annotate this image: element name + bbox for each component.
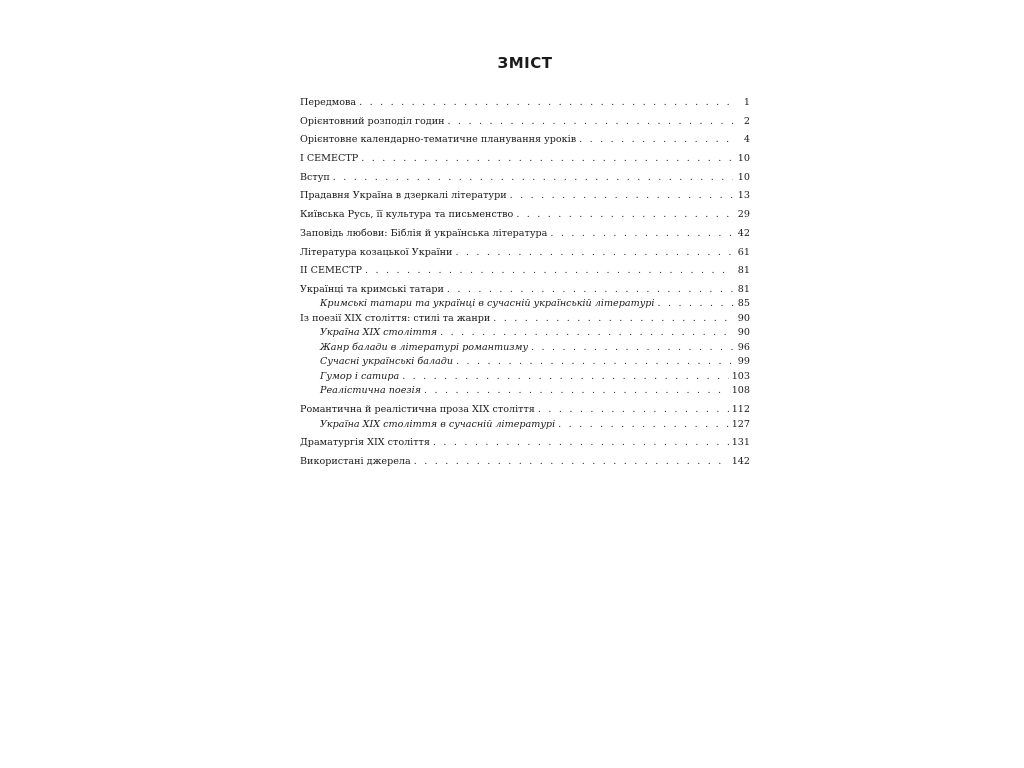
toc-entry-title: ІІ СЕМЕСТР — [300, 265, 362, 277]
dot-leader — [516, 208, 733, 223]
toc-entry-page-number: 103 — [731, 370, 750, 382]
dot-leader — [402, 370, 729, 385]
toc-entry-page-number: 10 — [737, 171, 750, 183]
toc-entry-title: Із поезії ХІХ століття: стилі та жанри — [300, 312, 491, 324]
toc-entry-page-number: 13 — [737, 190, 750, 202]
toc-entry-title: Заповідь любови: Біблія й українська література — [300, 227, 548, 239]
toc-entry-title: Драматургія ХІХ століття — [300, 437, 430, 449]
toc-entry-page-number: 81 — [737, 265, 750, 277]
toc-entry — [300, 264, 750, 279]
toc-entry — [300, 171, 750, 186]
table-of-contents — [300, 96, 750, 469]
dot-leader — [550, 227, 733, 242]
dot-leader — [433, 436, 729, 451]
toc-entry — [300, 384, 750, 399]
toc-entry-page-number: 108 — [731, 385, 750, 397]
dot-leader — [424, 384, 729, 399]
toc-entry-title: Романтична й реалістична проза ХІХ століття — [300, 404, 535, 416]
toc-entry-page-number: 29 — [737, 209, 750, 221]
dot-leader — [455, 246, 733, 261]
toc-entry — [300, 115, 750, 130]
dot-leader — [510, 189, 733, 204]
toc-entry-page-number: 85 — [737, 298, 750, 310]
toc-entry-title: Україна ХІХ століття — [320, 327, 438, 339]
toc-entry — [300, 326, 750, 341]
toc-entry — [300, 189, 750, 204]
toc-entry-page-number: 1 — [743, 97, 750, 108]
toc-entry — [300, 418, 750, 433]
dot-leader — [333, 171, 733, 186]
toc-entry-title: Реалістична поезія — [320, 385, 422, 397]
toc-entry-title: Передмова — [300, 97, 357, 108]
toc-entry — [300, 133, 750, 148]
toc-entry-title: Використані джерела — [300, 455, 411, 467]
toc-entry — [300, 208, 750, 223]
toc-entry — [300, 152, 750, 167]
dot-leader — [538, 403, 729, 418]
toc-entry-page-number: 142 — [731, 455, 750, 467]
toc-entry — [300, 370, 750, 385]
dot-leader — [365, 264, 733, 279]
toc-entry-page-number: 112 — [731, 404, 750, 416]
toc-entry-title: Кримські татари та українці в сучасній українській літературі — [320, 298, 655, 310]
toc-entry — [300, 341, 750, 356]
toc-entry — [300, 312, 750, 327]
toc-entry-title: Прадавня Україна в дзеркалі літератури — [300, 190, 507, 202]
toc-entry — [300, 297, 750, 312]
page-title: ЗМІСТ — [497, 54, 553, 72]
toc-entry-title: Сучасні українські балади — [320, 356, 454, 368]
dot-leader — [414, 455, 729, 470]
toc-entry-page-number: 131 — [731, 437, 750, 449]
toc-entry-page-number: 2 — [743, 115, 750, 127]
dot-leader — [440, 326, 733, 341]
toc-entry-title: Орієнтовний розподіл годин — [300, 115, 445, 127]
toc-entry — [300, 436, 750, 451]
toc-entry-page-number: 10 — [737, 153, 750, 165]
toc-entry-title: Україна ХІХ століття в сучасній літературі — [320, 418, 556, 430]
toc-entry-page-number: 99 — [737, 356, 750, 368]
toc-entry-title: Вступ — [300, 171, 330, 183]
toc-entry-title: Київська Русь, її культура та письменство — [300, 209, 514, 221]
toc-entry — [300, 246, 750, 261]
dot-leader — [361, 152, 733, 167]
toc-entry — [300, 96, 750, 111]
dot-leader — [558, 418, 729, 433]
toc-entry-title: І СЕМЕСТР — [300, 153, 359, 165]
dot-leader — [359, 96, 733, 111]
dot-leader — [657, 297, 733, 312]
toc-entry — [300, 227, 750, 242]
toc-entry-page-number: 4 — [743, 134, 750, 146]
toc-entry-title: Література козацької України — [300, 246, 453, 258]
dot-leader — [448, 115, 734, 130]
dot-leader — [493, 312, 733, 327]
dot-leader — [579, 133, 733, 148]
toc-entry-page-number: 90 — [737, 327, 750, 339]
dot-leader — [456, 355, 733, 370]
toc-entry — [300, 403, 750, 418]
dot-leader — [447, 283, 733, 298]
toc-entry-title: Жанр балади в літературі романтизму — [320, 341, 529, 353]
toc-entry-title: Гумор і сатира — [320, 370, 400, 382]
toc-entry-title: Українці та кримські татари — [300, 283, 444, 295]
toc-entry-page-number: 96 — [737, 341, 750, 353]
toc-entry-title: Орієнтовне календарно-тематичне планування уроків — [300, 134, 577, 146]
toc-entry — [300, 455, 750, 470]
toc-entry-page-number: 90 — [737, 312, 750, 324]
dot-leader — [531, 341, 733, 356]
toc-entry-page-number: 81 — [737, 283, 750, 295]
toc-entry-page-number: 127 — [731, 418, 750, 430]
toc-entry — [300, 283, 750, 298]
toc-entry-page-number: 42 — [737, 227, 750, 239]
toc-entry-page-number: 61 — [737, 246, 750, 258]
toc-entry — [300, 355, 750, 370]
